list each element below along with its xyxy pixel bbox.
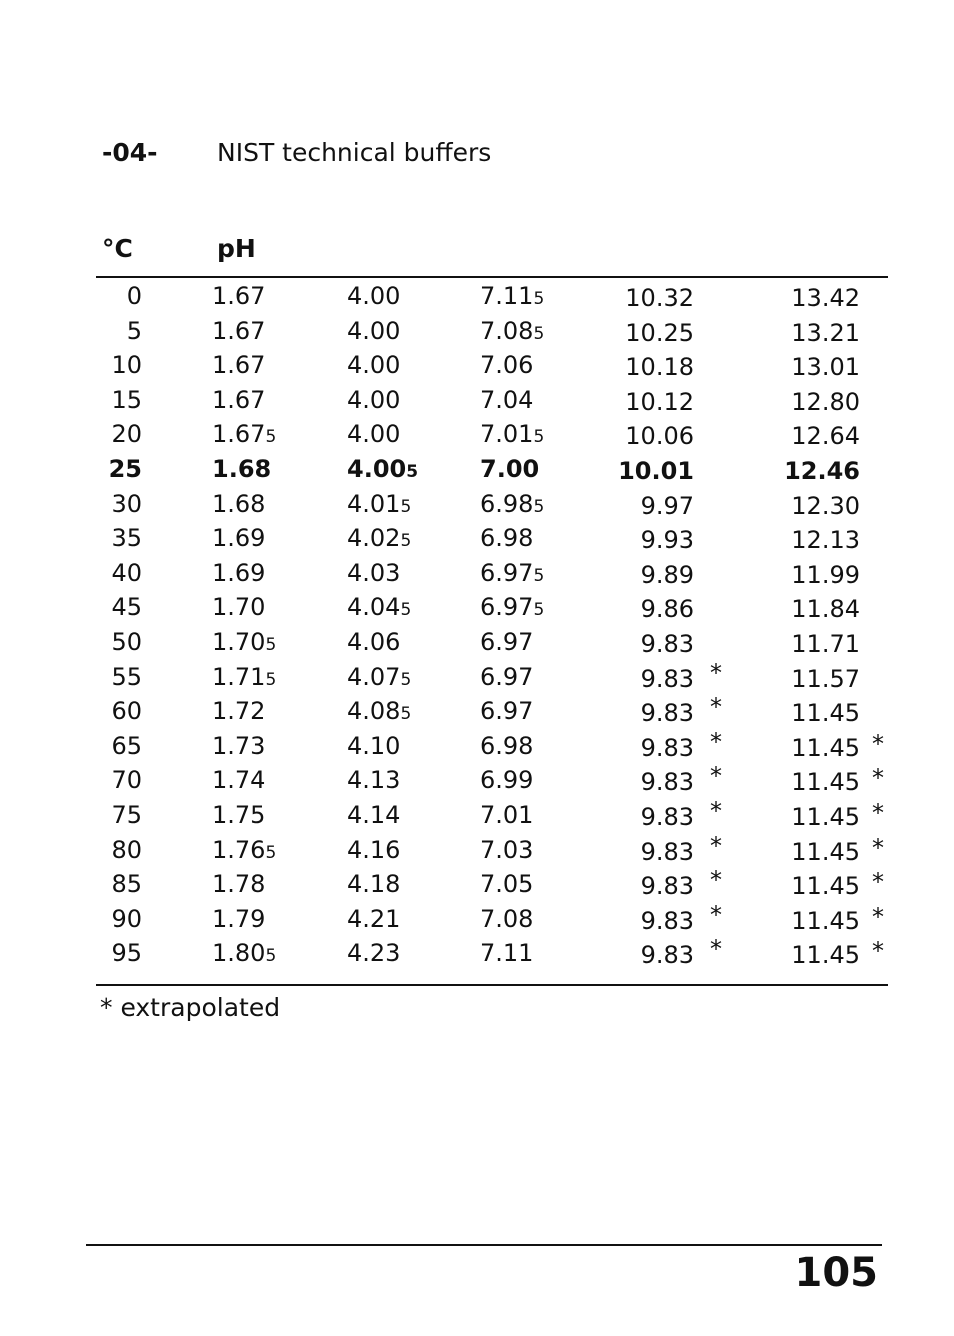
- ph-value-cell: [212, 559, 265, 587]
- temperature-cell: 65: [111, 731, 142, 760]
- ph-value: 1.79: [212, 904, 266, 933]
- table-row: [0, 420, 954, 455]
- ph-value-cell: 13.01: [791, 353, 860, 382]
- ph-value-cell: 12.64: [791, 422, 860, 451]
- ph-value-cell: 11.99: [791, 560, 860, 589]
- ph-value-cell: [480, 801, 533, 829]
- temperature-cell: 20: [111, 420, 142, 449]
- ph-value: 4.13: [347, 766, 401, 795]
- ph-value-cell: [480, 282, 544, 310]
- extrapolated-marker: *: [710, 935, 722, 964]
- temperature-cell: 55: [111, 662, 142, 691]
- ph-value-cell: [480, 870, 533, 898]
- ph-value-extra-digit: 5: [533, 323, 545, 344]
- temperature-cell: 25: [108, 455, 142, 483]
- ph-value-cell: 9.86: [640, 595, 694, 624]
- ph-value-extra-digit: 5: [400, 669, 412, 690]
- ph-value-cell: 9.83: [640, 768, 694, 797]
- ph-value-cell: 10.18: [625, 353, 694, 382]
- ph-value-cell: [212, 386, 265, 414]
- temperature-cell: 15: [111, 385, 142, 414]
- ph-value-cell: [480, 628, 533, 656]
- ph-value-cell: [480, 420, 544, 448]
- ph-value: 1.68: [212, 455, 272, 483]
- ph-value-cell: 10.12: [625, 387, 694, 416]
- temperature-cell: 70: [111, 766, 142, 795]
- ph-value-cell: [347, 490, 411, 518]
- ph-value: 4.06: [347, 628, 401, 656]
- ph-value-cell: [212, 628, 276, 656]
- ph-value-cell: [480, 559, 544, 587]
- ph-value-cell: 9.83: [640, 630, 694, 658]
- ph-value: 7.03: [480, 835, 534, 864]
- ph-column-header: pH: [217, 234, 256, 263]
- ph-value-cell: 12.46: [784, 457, 860, 485]
- ph-value: 6.97: [480, 593, 534, 622]
- ph-value-extra-digit: 5: [400, 704, 412, 725]
- ph-value: 6.97: [480, 697, 534, 726]
- ph-value: 1.71: [212, 662, 266, 691]
- extrapolated-marker: *: [872, 799, 884, 827]
- ph-value-cell: [347, 559, 400, 587]
- ph-value-cell: [480, 905, 533, 933]
- ph-value: 4.07: [347, 662, 401, 691]
- ph-value-cell: 11.45: [791, 872, 860, 901]
- ph-value-cell: 13.42: [791, 284, 860, 312]
- table-row: [0, 317, 954, 352]
- ph-value-cell: 11.45: [791, 699, 860, 728]
- ph-value-extra-digit: 5: [533, 600, 545, 621]
- ph-value: 4.16: [347, 835, 401, 864]
- ph-value-cell: [480, 524, 533, 552]
- temperature-cell: 30: [111, 489, 142, 518]
- ph-value-cell: [480, 732, 533, 760]
- ph-value-cell: 11.71: [791, 630, 860, 658]
- ph-value: 1.74: [212, 766, 266, 795]
- ph-value-cell: 12.13: [791, 526, 860, 555]
- extrapolated-marker: *: [872, 764, 884, 793]
- ph-value: 4.08: [347, 697, 401, 726]
- temperature-cell: 50: [111, 628, 142, 656]
- extrapolated-marker: *: [710, 727, 722, 756]
- extrapolated-marker: *: [710, 658, 722, 687]
- ph-value-cell: [212, 801, 265, 829]
- ph-value: 4.00: [347, 385, 401, 414]
- ph-value: 6.97: [480, 662, 534, 691]
- temperature-cell: 85: [111, 870, 142, 899]
- ph-value-cell: [347, 905, 400, 933]
- ph-value-cell: 9.83: [640, 872, 694, 901]
- section-title: NIST technical buffers: [217, 138, 492, 167]
- ph-value: 4.04: [347, 593, 401, 622]
- table-row: [0, 762, 954, 801]
- ph-value: 7.08: [480, 316, 534, 345]
- ph-value-cell: [212, 697, 265, 725]
- ph-value-cell: [347, 870, 400, 898]
- section-code: -04-: [102, 138, 158, 167]
- ph-value: 1.68: [212, 489, 266, 518]
- extrapolated-marker: *: [872, 868, 884, 897]
- table-row: [0, 693, 954, 732]
- ph-value: 6.99: [480, 766, 534, 795]
- ph-value-cell: 10.25: [625, 318, 694, 347]
- extrapolated-marker: *: [710, 797, 722, 825]
- ph-value-cell: [212, 490, 265, 518]
- ph-value-cell: [212, 282, 265, 310]
- ph-value: 4.03: [347, 558, 401, 587]
- ph-value-cell: [347, 455, 418, 483]
- ph-value: 1.67: [212, 282, 266, 310]
- ph-value-cell: [212, 870, 265, 898]
- extrapolated-marker: *: [710, 831, 722, 860]
- temperature-cell: 80: [111, 835, 142, 864]
- ph-value-extra-digit: 5: [265, 669, 277, 690]
- ph-value: 1.72: [212, 697, 266, 726]
- footer-rule: [86, 1244, 882, 1246]
- ph-value: 4.00: [347, 420, 401, 449]
- ph-value-cell: 12.80: [791, 387, 860, 416]
- ph-value-cell: [347, 766, 400, 794]
- extrapolated-marker: *: [710, 900, 722, 929]
- ph-value-cell: [212, 939, 276, 967]
- ph-value: 7.11: [480, 282, 534, 310]
- ph-value: 4.02: [347, 524, 401, 553]
- ph-value: 1.78: [212, 870, 266, 899]
- ph-value: 7.04: [480, 385, 534, 414]
- table-row: [0, 900, 954, 940]
- ph-value-cell: 9.93: [640, 526, 694, 555]
- ph-value-cell: 9.83: [640, 906, 694, 935]
- ph-value-cell: [480, 351, 533, 379]
- ph-value-extra-digit: 5: [533, 496, 545, 517]
- ph-value: 1.69: [212, 524, 266, 553]
- ph-value: 7.05: [480, 870, 534, 899]
- ph-value-extra-digit: 5: [265, 842, 277, 863]
- ph-value-cell: 9.83: [640, 733, 694, 762]
- ph-value-cell: 11.45: [791, 906, 860, 935]
- ph-value: 7.00: [480, 455, 540, 483]
- table-row: [0, 658, 954, 698]
- ph-value-cell: [347, 697, 411, 725]
- table-top-rule: [96, 276, 888, 278]
- ph-value: 4.23: [347, 939, 401, 968]
- ph-value: 1.70: [212, 593, 266, 622]
- ph-value-cell: 11.45: [791, 803, 860, 831]
- ph-value-extra-digit: 5: [533, 289, 545, 309]
- ph-value: 1.73: [212, 731, 266, 760]
- temperature-cell: 10: [111, 351, 142, 380]
- ph-value-extra-digit: 5: [265, 427, 277, 448]
- ph-value-cell: 11.45: [791, 768, 860, 797]
- ph-value-cell: [212, 836, 276, 864]
- ph-value-cell: [212, 455, 271, 483]
- ph-value-cell: [347, 801, 400, 829]
- ph-value-cell: [347, 628, 400, 656]
- ph-value-cell: 11.45: [791, 837, 860, 866]
- ph-value-cell: [347, 420, 400, 448]
- ph-value: 7.01: [480, 801, 534, 829]
- table-row: [0, 866, 954, 905]
- ph-value: 1.67: [212, 385, 266, 414]
- ph-value-cell: 10.32: [625, 284, 694, 312]
- table-row: [0, 455, 954, 490]
- page-number: 105: [794, 1250, 878, 1296]
- ph-value-cell: [480, 766, 533, 794]
- ph-value: 1.80: [212, 939, 266, 968]
- ph-value-cell: 9.83: [640, 803, 694, 831]
- ph-value-cell: [480, 697, 533, 725]
- ph-value: 7.01: [480, 420, 534, 449]
- table-row: [0, 727, 954, 767]
- ph-value: 6.97: [480, 628, 534, 656]
- ph-value-cell: 11.84: [791, 595, 860, 624]
- extrapolated-marker: *: [710, 866, 722, 895]
- ph-value: 4.21: [347, 904, 401, 933]
- ph-value-cell: [347, 732, 400, 760]
- ph-value-cell: [480, 490, 544, 518]
- ph-value: 4.01: [347, 489, 401, 518]
- ph-value-cell: [212, 766, 265, 794]
- ph-value: 1.70: [212, 628, 266, 656]
- ph-value-cell: [212, 905, 265, 933]
- ph-value-extra-digit: 5: [533, 565, 545, 586]
- ph-value: 1.76: [212, 835, 266, 864]
- table-row: [0, 559, 954, 594]
- ph-value-cell: [347, 524, 411, 552]
- ph-value-cell: 9.89: [640, 560, 694, 589]
- ph-value: 4.14: [347, 801, 401, 829]
- extrapolated-marker: *: [872, 902, 884, 931]
- temperature-cell: 35: [111, 524, 142, 553]
- ph-value: 7.06: [480, 351, 534, 380]
- ph-value-cell: [212, 351, 265, 379]
- ph-value-cell: [212, 524, 265, 552]
- table-row: [0, 524, 954, 559]
- ph-value-cell: [347, 939, 400, 967]
- ph-value-extra-digit: 5: [400, 531, 412, 552]
- temperature-cell: 0: [126, 282, 142, 310]
- ph-value-cell: [212, 732, 265, 760]
- ph-value-cell: [480, 663, 533, 691]
- temperature-column-header: °C: [102, 234, 133, 263]
- temperature-cell: 60: [111, 697, 142, 726]
- ph-value: 4.00: [347, 455, 407, 483]
- footnote: * extrapolated: [100, 993, 281, 1022]
- ph-value-cell: 12.30: [791, 491, 860, 520]
- ph-value: 7.08: [480, 904, 534, 933]
- ph-value: 4.00: [347, 316, 401, 345]
- ph-value: 6.97: [480, 558, 534, 587]
- temperature-cell: 90: [111, 904, 142, 933]
- temperature-cell: 75: [111, 801, 142, 829]
- table-row: [0, 490, 954, 525]
- ph-value: 6.98: [480, 524, 534, 553]
- ph-value-cell: 13.21: [791, 318, 860, 347]
- ph-value: 6.98: [480, 731, 534, 760]
- temperature-cell: 45: [111, 593, 142, 622]
- ph-value-cell: 11.57: [791, 664, 860, 693]
- ph-value-extra-digit: 5: [406, 462, 419, 482]
- ph-value: 6.98: [480, 489, 534, 518]
- table-bottom-rule: [96, 984, 888, 986]
- ph-value-cell: [347, 836, 400, 864]
- ph-value-cell: 10.06: [625, 422, 694, 451]
- ph-value: 1.69: [212, 558, 266, 587]
- ph-value: 1.75: [212, 801, 266, 829]
- ph-value-cell: [480, 593, 544, 621]
- ph-value-cell: [480, 455, 539, 483]
- ph-value-extra-digit: 5: [265, 635, 277, 655]
- extrapolated-marker: *: [872, 833, 884, 862]
- ph-value-cell: [347, 663, 411, 691]
- table-row: [0, 935, 954, 974]
- ph-value-cell: [347, 593, 411, 621]
- table-row: [0, 593, 954, 628]
- ph-value-cell: [212, 593, 265, 621]
- table-row: [0, 386, 954, 421]
- ph-value-extra-digit: 5: [533, 427, 545, 448]
- ph-value: 1.67: [212, 351, 266, 380]
- extrapolated-marker: *: [872, 937, 884, 966]
- temperature-cell: 40: [111, 558, 142, 587]
- ph-value-cell: 9.83: [640, 699, 694, 728]
- extrapolated-marker: *: [710, 693, 722, 722]
- ph-value-cell: 9.97: [640, 491, 694, 520]
- ph-value-cell: [347, 351, 400, 379]
- ph-value-cell: 9.83: [640, 941, 694, 970]
- extrapolated-marker: *: [710, 762, 722, 791]
- ph-value-cell: [480, 386, 533, 414]
- ph-value-cell: 9.83: [640, 664, 694, 693]
- temperature-cell: 95: [111, 939, 142, 968]
- table-row: [0, 351, 954, 386]
- ph-value-cell: 11.45: [791, 733, 860, 762]
- ph-value-extra-digit: 5: [265, 946, 277, 967]
- ph-value-cell: 11.45: [791, 941, 860, 970]
- ph-value-cell: [480, 939, 533, 967]
- ph-value-cell: [212, 420, 276, 448]
- ph-value: 4.00: [347, 351, 401, 380]
- ph-value-cell: 10.01: [618, 457, 694, 485]
- table-row: [0, 628, 954, 663]
- ph-value: 4.18: [347, 870, 401, 899]
- ph-value-cell: 9.83: [640, 837, 694, 866]
- ph-value-cell: [347, 282, 400, 310]
- ph-value: 4.10: [347, 731, 401, 760]
- temperature-cell: 5: [126, 316, 142, 345]
- ph-value: 7.11: [480, 939, 534, 968]
- table-row: [0, 831, 954, 871]
- ph-value-extra-digit: 5: [400, 496, 412, 517]
- extrapolated-marker: *: [872, 729, 884, 758]
- ph-value: 1.67: [212, 316, 266, 345]
- ph-value: 4.00: [347, 282, 401, 310]
- ph-value-cell: [347, 317, 400, 345]
- table-row: [0, 797, 954, 836]
- ph-value-cell: [480, 317, 544, 345]
- ph-value-cell: [212, 663, 276, 691]
- ph-value-cell: [347, 386, 400, 414]
- ph-value-cell: [212, 317, 265, 345]
- table-row: [0, 282, 954, 317]
- ph-value-extra-digit: 5: [400, 600, 412, 621]
- ph-value: 1.67: [212, 420, 266, 449]
- ph-value-cell: [480, 836, 533, 864]
